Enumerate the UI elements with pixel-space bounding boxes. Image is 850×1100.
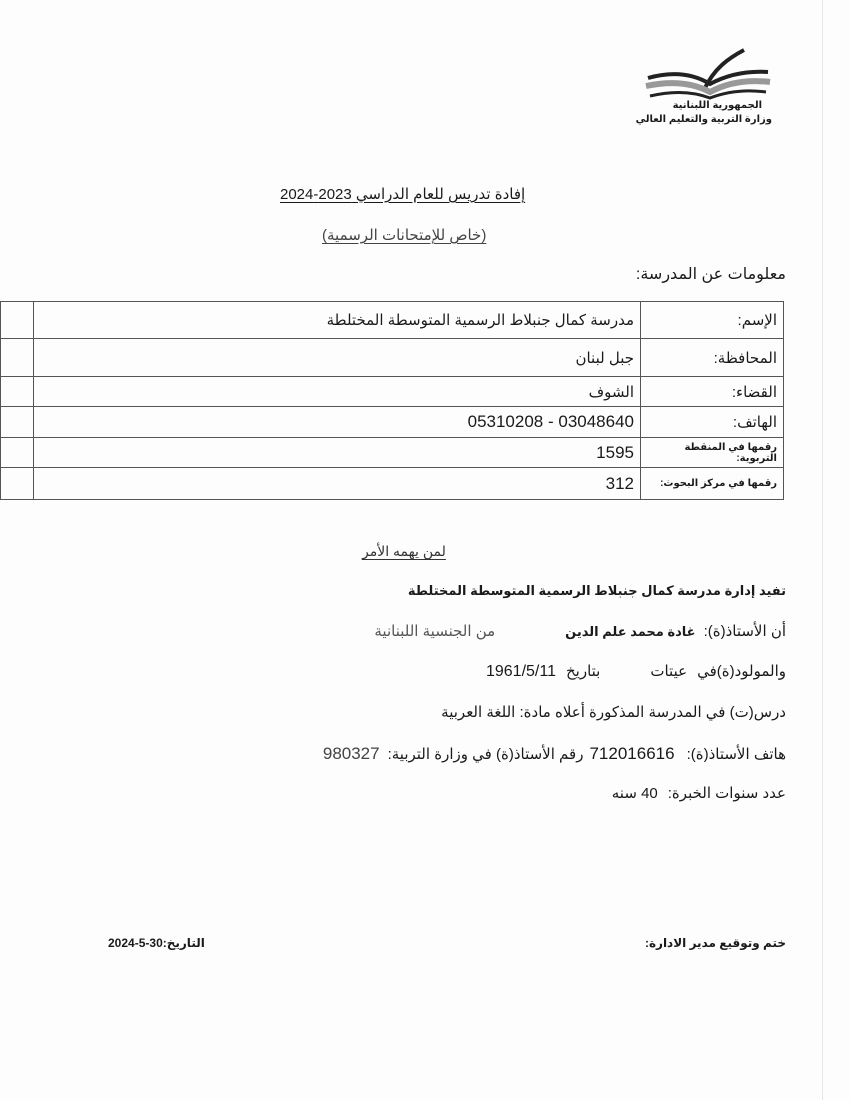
row-value: 1595 — [34, 438, 641, 468]
table-row — [1, 339, 784, 377]
teacher-name: غادة محمد علم الدين — [565, 624, 696, 639]
birth-place: عيتات — [650, 663, 688, 680]
teacher-label: أن الأستاذ(ة): — [703, 623, 786, 640]
table-row — [1, 438, 784, 468]
row-label: رقمها في مركز البحوث: — [641, 468, 784, 500]
experience-line — [612, 784, 786, 802]
phone-line — [323, 744, 786, 764]
birth-date: 1961/5/11 — [485, 663, 556, 680]
experience-label: عدد سنوات الخبرة: — [667, 785, 786, 802]
ministry-label: رقم الأستاذ(ة) في وزارة التربية: — [387, 746, 584, 763]
nationality: من الجنسية اللبنانية — [374, 623, 496, 640]
taught-line — [441, 703, 786, 721]
table-row — [1, 377, 784, 407]
teacher-line — [374, 622, 786, 640]
row-label: رقمها في المنقطة التربوية: — [641, 438, 784, 468]
taught-text: درس(ت) في المدرسة المذكورة أعلاه مادة: اللغة العربية — [441, 704, 786, 721]
phone-label: هاتف الأستاذ(ة): — [686, 746, 786, 763]
signature-label: ختم وتوقيع مدير الادارة: — [644, 936, 786, 950]
document-subtitle: (خاص للإمتحانات الرسمية) — [322, 227, 487, 244]
row-value: جبل لبنان — [34, 339, 641, 377]
row-label: المحافظة: — [641, 339, 784, 377]
row-value: مدرسة كمال جنبلاط الرسمية المتوسطة المختلطة — [34, 302, 641, 339]
document-date: التاريخ:30-5-2024 — [108, 936, 205, 950]
row-label: القضاء: — [641, 377, 784, 407]
section-heading: معلومات عن المدرسة: — [635, 266, 786, 283]
experience-years: 40 سنه — [611, 785, 658, 802]
scan-edge — [822, 0, 823, 1100]
row-value: 03048640 - 05310208 — [34, 407, 641, 438]
document-title: إفادة تدريس للعام الدراسي 2023-2024 — [280, 186, 526, 203]
birth-line — [486, 662, 786, 681]
row-label: الهاتف: — [641, 407, 784, 438]
date-label: بتاريخ — [565, 663, 601, 680]
table-row — [1, 302, 784, 339]
teacher-phone: 712016616 — [589, 744, 675, 763]
addressee: لمن يهمه الأمر — [362, 543, 446, 559]
table-row — [1, 468, 784, 500]
school-info-table — [0, 301, 784, 500]
row-value: 312 — [34, 468, 641, 500]
logo-line-1: الجمهورية اللبنانية — [672, 100, 762, 111]
born-label: والمولود(ة)في — [697, 663, 786, 680]
intro-line: تفيد إدارة مدرسة كمال جنبلاط الرسمية المتوسطة المختلطة — [407, 583, 786, 598]
logo-line-2: وزارة التربية والتعليم العالي — [635, 114, 772, 125]
ministry-logo-icon — [644, 48, 772, 100]
row-label: الإسم: — [641, 302, 784, 339]
table-row — [1, 407, 784, 438]
ministry-number: 980327 — [322, 744, 380, 763]
row-value: الشوف — [34, 377, 641, 407]
